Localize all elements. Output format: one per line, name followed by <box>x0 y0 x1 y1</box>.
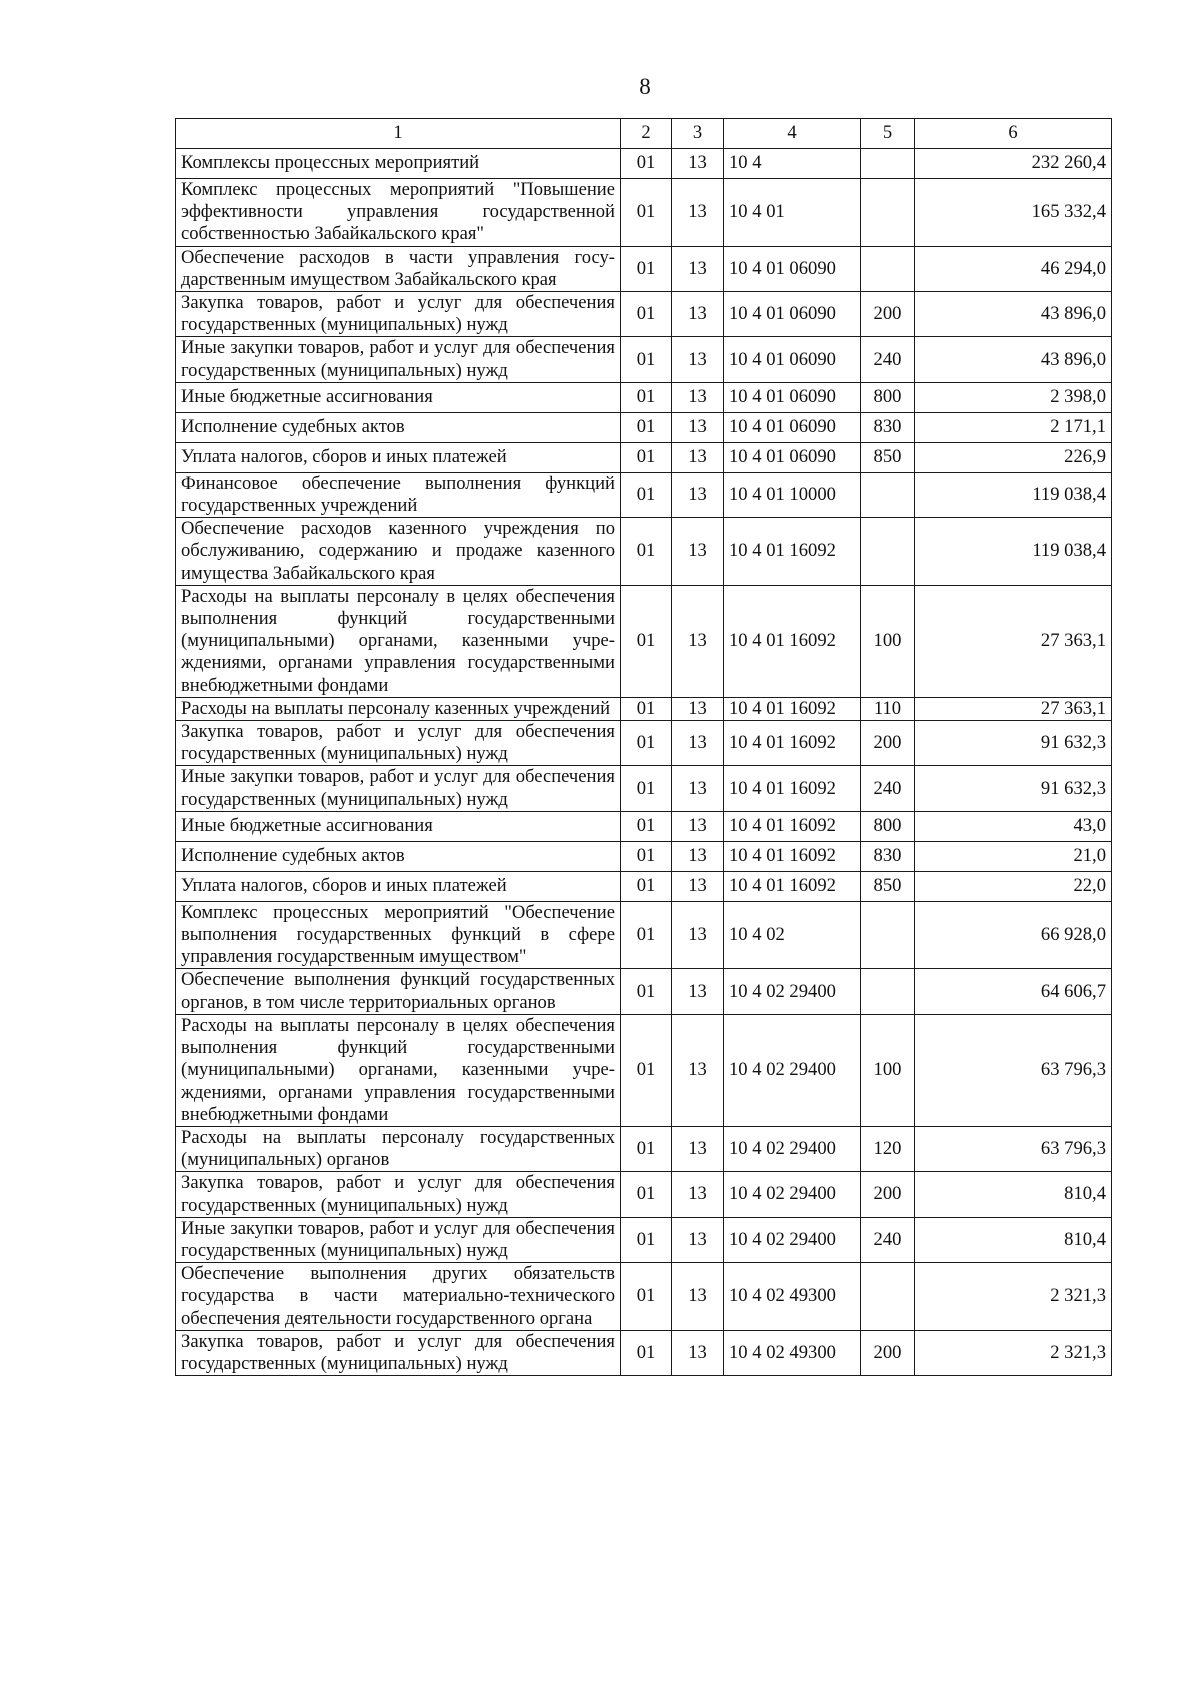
row-name: Иные закупки товаров, работ и услуг для обеспечения государственных (муниципальных) нужд <box>176 1217 621 1262</box>
table-row <box>176 179 1112 247</box>
row-expense-type: 200 <box>861 292 915 337</box>
row-name: Комплекс процессных мероприятий "Повышение эффективности управления государственной собственностью Забайкальского края" <box>176 179 621 247</box>
row-expense-type: 100 <box>861 1014 915 1126</box>
row-target-item: 10 4 02 29400 <box>724 1126 861 1171</box>
row-name: Исполнение судебных актов <box>176 412 621 442</box>
row-amount: 119 038,4 <box>915 472 1112 517</box>
row-name: Закупка товаров, работ и услуг для обеспечения государственных (муниципальных) нужд <box>176 292 621 337</box>
column-header-2: 2 <box>621 119 672 149</box>
row-name: Расходы на выплаты персоналу в целях обеспечения выполнения функций государственными (муниципальными) органами, казенными учреждениями, органами управления государственными внебюджетными фондами <box>176 1014 621 1126</box>
table-row <box>176 412 1112 442</box>
table-row <box>176 585 1112 697</box>
table-row <box>176 472 1112 517</box>
row-name: Финансовое обеспечение выполнения функций государственных учреждений <box>176 472 621 517</box>
row-target-item: 10 4 02 49300 <box>724 1263 861 1331</box>
row-subsection: 13 <box>672 1126 724 1171</box>
row-subsection: 13 <box>672 442 724 472</box>
row-subsection: 13 <box>672 585 724 697</box>
row-subsection: 13 <box>672 1172 724 1217</box>
row-expense-type: 120 <box>861 1126 915 1171</box>
row-amount: 2 321,3 <box>915 1330 1112 1375</box>
page-number: 8 <box>639 74 651 99</box>
row-section: 01 <box>621 442 672 472</box>
row-section: 01 <box>621 1217 672 1262</box>
row-name: Уплата налогов, сборов и иных платежей <box>176 442 621 472</box>
row-target-item: 10 4 02 29400 <box>724 1014 861 1126</box>
row-amount: 63 796,3 <box>915 1126 1112 1171</box>
row-section: 01 <box>621 1330 672 1375</box>
row-expense-type <box>861 472 915 517</box>
row-subsection: 13 <box>672 901 724 969</box>
row-subsection: 13 <box>672 871 724 901</box>
table-row <box>176 1014 1112 1126</box>
row-amount: 91 632,3 <box>915 766 1112 811</box>
row-expense-type: 830 <box>861 841 915 871</box>
table-row <box>176 518 1112 586</box>
row-section: 01 <box>621 1014 672 1126</box>
row-section: 01 <box>621 1126 672 1171</box>
row-subsection: 13 <box>672 721 724 766</box>
row-target-item: 10 4 01 16092 <box>724 585 861 697</box>
table-row <box>176 1172 1112 1217</box>
column-header-1: 1 <box>176 119 621 149</box>
row-section: 01 <box>621 412 672 442</box>
column-header-6: 6 <box>915 119 1112 149</box>
table-row <box>176 697 1112 720</box>
row-expense-type: 200 <box>861 1172 915 1217</box>
row-section: 01 <box>621 472 672 517</box>
row-name: Расходы на выплаты персоналу казенных учреждений <box>176 697 621 720</box>
row-subsection: 13 <box>672 292 724 337</box>
row-subsection: 13 <box>672 1217 724 1262</box>
table-row <box>176 1217 1112 1262</box>
row-expense-type: 800 <box>861 811 915 841</box>
row-amount: 21,0 <box>915 841 1112 871</box>
row-target-item: 10 4 02 29400 <box>724 1172 861 1217</box>
row-target-item: 10 4 02 49300 <box>724 1330 861 1375</box>
row-section: 01 <box>621 721 672 766</box>
column-header-5: 5 <box>861 119 915 149</box>
row-name: Расходы на выплаты персоналу в целях обеспечения выполнения функций государственными (муниципальными) органами, казенными учреждениями, органами управления государственными внебюджетными фондами <box>176 585 621 697</box>
row-name: Иные закупки товаров, работ и услуг для обеспечения государственных (муниципальных) нужд <box>176 337 621 382</box>
row-section: 01 <box>621 811 672 841</box>
table-body <box>176 149 1112 1376</box>
row-name: Исполнение судебных актов <box>176 841 621 871</box>
row-amount: 63 796,3 <box>915 1014 1112 1126</box>
table-row <box>176 871 1112 901</box>
row-target-item: 10 4 02 29400 <box>724 1217 861 1262</box>
row-name: Обеспечение расходов казенного учреждения по обслуживанию, содержанию и продаже казенного имущества Забайкальского края <box>176 518 621 586</box>
row-expense-type: 100 <box>861 585 915 697</box>
row-name: Комплекс процессных мероприятий "Обеспечение выполнения государственных функций в сфере управления государственным имуществом" <box>176 901 621 969</box>
row-subsection: 13 <box>672 472 724 517</box>
row-subsection: 13 <box>672 1330 724 1375</box>
row-subsection: 13 <box>672 412 724 442</box>
row-expense-type <box>861 246 915 291</box>
row-section: 01 <box>621 585 672 697</box>
table-row <box>176 337 1112 382</box>
row-section: 01 <box>621 382 672 412</box>
table-row <box>176 149 1112 179</box>
row-target-item: 10 4 <box>724 149 861 179</box>
row-amount: 43 896,0 <box>915 337 1112 382</box>
row-section: 01 <box>621 179 672 247</box>
row-subsection: 13 <box>672 246 724 291</box>
table-row <box>176 1126 1112 1171</box>
table-row <box>176 901 1112 969</box>
row-target-item: 10 4 01 <box>724 179 861 247</box>
row-expense-type <box>861 149 915 179</box>
row-subsection: 13 <box>672 969 724 1014</box>
row-amount: 91 632,3 <box>915 721 1112 766</box>
header-row <box>176 119 1112 149</box>
row-amount: 22,0 <box>915 871 1112 901</box>
column-header-4: 4 <box>724 119 861 149</box>
row-expense-type: 240 <box>861 1217 915 1262</box>
row-target-item: 10 4 01 06090 <box>724 442 861 472</box>
row-amount: 226,9 <box>915 442 1112 472</box>
table-row <box>176 721 1112 766</box>
table-row <box>176 811 1112 841</box>
column-header-3: 3 <box>672 119 724 149</box>
row-name: Закупка товаров, работ и услуг для обеспечения государственных (муниципальных) нужд <box>176 1330 621 1375</box>
row-amount: 119 038,4 <box>915 518 1112 586</box>
row-section: 01 <box>621 246 672 291</box>
row-target-item: 10 4 01 16092 <box>724 811 861 841</box>
row-name: Обеспечение расходов в части управления государственным имуществом Забайкальского края <box>176 246 621 291</box>
row-expense-type: 240 <box>861 766 915 811</box>
row-target-item: 10 4 01 16092 <box>724 841 861 871</box>
row-expense-type: 110 <box>861 697 915 720</box>
row-target-item: 10 4 01 16092 <box>724 518 861 586</box>
row-name: Иные бюджетные ассигнования <box>176 811 621 841</box>
row-section: 01 <box>621 518 672 586</box>
row-amount: 66 928,0 <box>915 901 1112 969</box>
row-expense-type: 200 <box>861 1330 915 1375</box>
row-target-item: 10 4 01 16092 <box>724 721 861 766</box>
table-row <box>176 442 1112 472</box>
row-target-item: 10 4 01 16092 <box>724 871 861 901</box>
row-name: Уплата налогов, сборов и иных платежей <box>176 871 621 901</box>
row-name: Комплексы процессных мероприятий <box>176 149 621 179</box>
row-expense-type: 850 <box>861 442 915 472</box>
row-target-item: 10 4 01 06090 <box>724 412 861 442</box>
row-section: 01 <box>621 1172 672 1217</box>
row-target-item: 10 4 01 10000 <box>724 472 861 517</box>
row-amount: 27 363,1 <box>915 585 1112 697</box>
row-target-item: 10 4 01 06090 <box>724 292 861 337</box>
row-amount: 43 896,0 <box>915 292 1112 337</box>
row-name: Закупка товаров, работ и услуг для обеспечения государственных (муниципальных) нужд <box>176 1172 621 1217</box>
row-expense-type <box>861 1263 915 1331</box>
row-amount: 810,4 <box>915 1217 1112 1262</box>
row-subsection: 13 <box>672 697 724 720</box>
row-name: Обеспечение выполнения функций государственных органов, в том числе территориальных органов <box>176 969 621 1014</box>
row-section: 01 <box>621 841 672 871</box>
table-row <box>176 1263 1112 1331</box>
row-name: Расходы на выплаты персоналу государственных (муниципальных) органов <box>176 1126 621 1171</box>
table-row <box>176 1330 1112 1375</box>
row-name: Обеспечение выполнения других обязательств государства в части материально-технического обеспечения деятельности государственного органа <box>176 1263 621 1331</box>
row-section: 01 <box>621 149 672 179</box>
row-subsection: 13 <box>672 766 724 811</box>
row-amount: 2 321,3 <box>915 1263 1112 1331</box>
row-expense-type: 850 <box>861 871 915 901</box>
row-subsection: 13 <box>672 841 724 871</box>
row-expense-type <box>861 179 915 247</box>
row-name: Закупка товаров, работ и услуг для обеспечения государственных (муниципальных) нужд <box>176 721 621 766</box>
row-subsection: 13 <box>672 518 724 586</box>
row-section: 01 <box>621 697 672 720</box>
row-amount: 43,0 <box>915 811 1112 841</box>
row-expense-type <box>861 969 915 1014</box>
table-row <box>176 382 1112 412</box>
row-target-item: 10 4 01 06090 <box>724 337 861 382</box>
row-expense-type: 800 <box>861 382 915 412</box>
row-expense-type: 240 <box>861 337 915 382</box>
row-section: 01 <box>621 766 672 811</box>
row-amount: 165 332,4 <box>915 179 1112 247</box>
row-amount: 46 294,0 <box>915 246 1112 291</box>
row-name: Иные закупки товаров, работ и услуг для обеспечения государственных (муниципальных) нужд <box>176 766 621 811</box>
row-amount: 27 363,1 <box>915 697 1112 720</box>
row-target-item: 10 4 01 16092 <box>724 697 861 720</box>
row-subsection: 13 <box>672 337 724 382</box>
row-amount: 810,4 <box>915 1172 1112 1217</box>
table-row <box>176 246 1112 291</box>
row-amount: 64 606,7 <box>915 969 1112 1014</box>
table-row <box>176 292 1112 337</box>
row-name: Иные бюджетные ассигнования <box>176 382 621 412</box>
row-expense-type: 200 <box>861 721 915 766</box>
row-amount: 2 171,1 <box>915 412 1112 442</box>
row-amount: 2 398,0 <box>915 382 1112 412</box>
row-amount: 232 260,4 <box>915 149 1112 179</box>
row-section: 01 <box>621 337 672 382</box>
table-row <box>176 766 1112 811</box>
row-expense-type: 830 <box>861 412 915 442</box>
row-section: 01 <box>621 871 672 901</box>
table-row <box>176 969 1112 1014</box>
row-subsection: 13 <box>672 179 724 247</box>
budget-table <box>175 118 1112 1376</box>
table-header <box>176 119 1112 149</box>
row-subsection: 13 <box>672 1263 724 1331</box>
row-subsection: 13 <box>672 382 724 412</box>
row-target-item: 10 4 02 29400 <box>724 969 861 1014</box>
row-target-item: 10 4 01 16092 <box>724 766 861 811</box>
row-expense-type <box>861 901 915 969</box>
row-section: 01 <box>621 969 672 1014</box>
row-section: 01 <box>621 901 672 969</box>
row-subsection: 13 <box>672 811 724 841</box>
row-subsection: 13 <box>672 1014 724 1126</box>
row-target-item: 10 4 01 06090 <box>724 382 861 412</box>
row-section: 01 <box>621 1263 672 1331</box>
row-expense-type <box>861 518 915 586</box>
row-target-item: 10 4 01 06090 <box>724 246 861 291</box>
table-row <box>176 841 1112 871</box>
row-subsection: 13 <box>672 149 724 179</box>
row-target-item: 10 4 02 <box>724 901 861 969</box>
row-section: 01 <box>621 292 672 337</box>
